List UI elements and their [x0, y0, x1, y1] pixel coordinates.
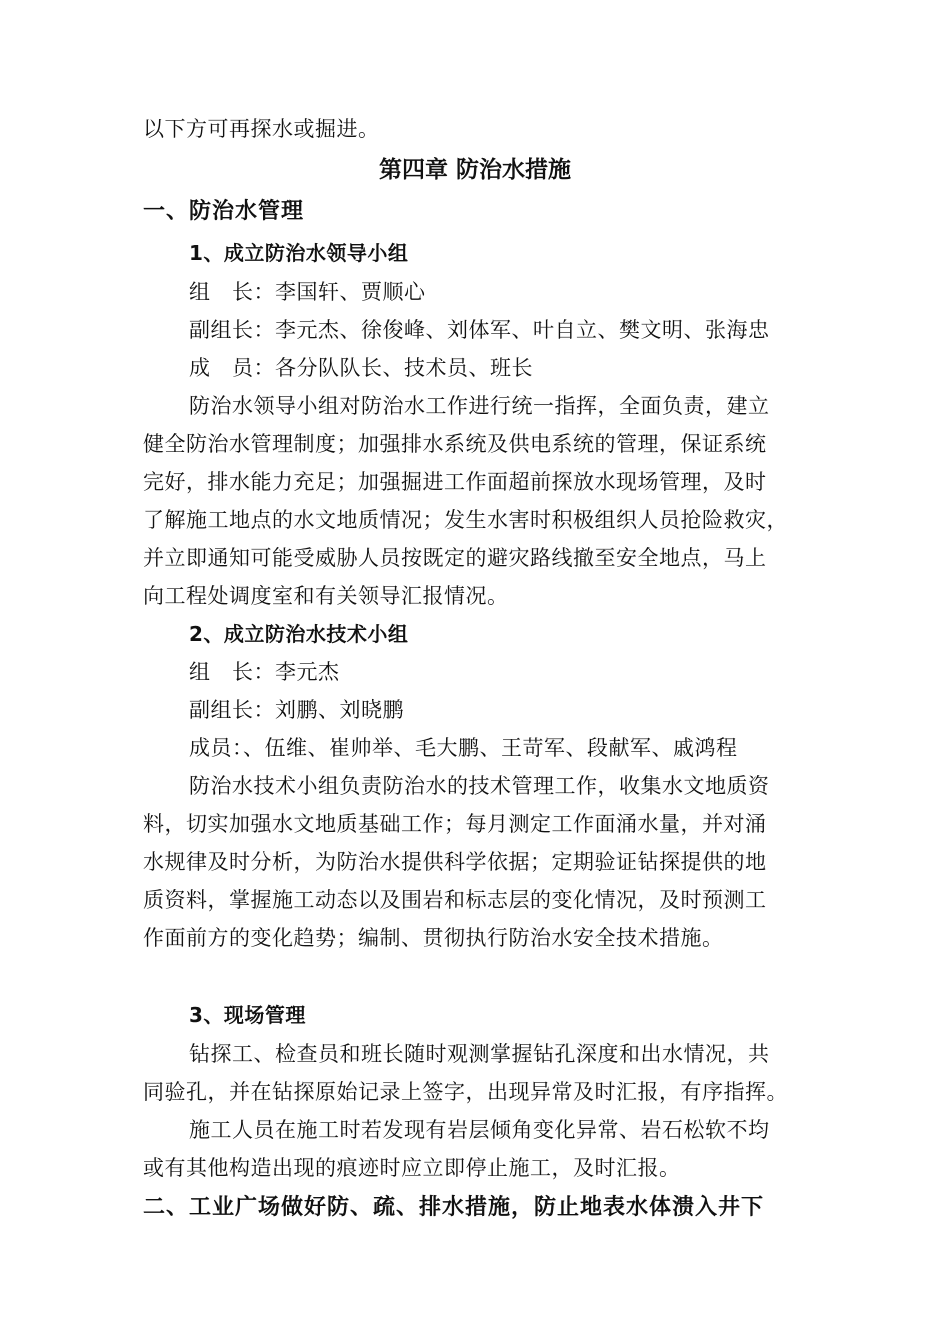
group-members: 成员：、伍维、崔帅举、毛大鹏、王苛军、段献军、戚鸿程	[189, 736, 738, 760]
paragraph-line: 质资料，掌握施工动态以及围岩和标志层的变化情况，及时预测工	[143, 888, 767, 912]
paragraph-line: 防治水领导小组对防治水工作进行统一指挥，全面负责，建立	[189, 394, 770, 418]
paragraph-line: 钻探工、检查员和班长随时观测掌握钻孔深度和出水情况，共	[189, 1042, 770, 1066]
group-members: 成 员：各分队队长、技术员、班长	[189, 356, 533, 380]
section-heading: 一、防治水管理	[143, 199, 305, 224]
subsection-heading: 3、现场管理	[189, 1003, 306, 1027]
paragraph-line: 防治水技术小组负责防治水的技术管理工作，收集水文地质资	[189, 774, 770, 798]
subsection-heading: 1、成立防治水领导小组	[189, 241, 409, 265]
paragraph-line: 或有其他构造出现的痕迹时应立即停止施工，及时汇报。	[143, 1156, 681, 1180]
group-leader: 组 长：李元杰	[189, 660, 340, 684]
group-deputy: 副组长：刘鹏、刘晓鹏	[189, 698, 404, 722]
paragraph-line: 同验孔，并在钻探原始记录上签字，出现异常及时汇报，有序指挥。	[143, 1080, 788, 1104]
subsection-heading: 2、成立防治水技术小组	[189, 622, 409, 646]
group-leader: 组 长：李国轩、贾顺心	[189, 280, 426, 304]
paragraph-line: 料，切实加强水文地质基础工作；每月测定工作面涌水量，并对涌	[143, 812, 767, 836]
paragraph-line: 健全防治水管理制度；加强排水系统及供电系统的管理，保证系统	[143, 432, 767, 456]
paragraph-line: 以下方可再探水或掘进。	[143, 117, 380, 141]
group-deputy: 副组长：李元杰、徐俊峰、刘体军、叶自立、樊文明、张海忠	[189, 318, 770, 342]
chapter-title: 第四章 防治水措施	[378, 157, 571, 183]
section-heading: 二、工业广场做好防、疏、排水措施，防止地表水体溃入井下	[143, 1195, 765, 1220]
paragraph-line: 了解施工地点的水文地质情况；发生水害时积极组织人员抢险救灾，	[143, 508, 788, 532]
paragraph-line: 并立即通知可能受威胁人员按既定的避灾路线撤至安全地点，马上	[143, 546, 767, 570]
paragraph-line: 向工程处调度室和有关领导汇报情况。	[143, 584, 509, 608]
paragraph-line: 施工人员在施工时若发现有岩层倾角变化异常、岩石松软不均	[189, 1118, 770, 1142]
paragraph-line: 水规律及时分析，为防治水提供科学依据；定期验证钻探提供的地	[143, 850, 767, 874]
paragraph-line: 完好，排水能力充足；加强掘进工作面超前探放水现场管理，及时	[143, 470, 767, 494]
paragraph-line: 作面前方的变化趋势；编制、贯彻执行防治水安全技术措施。	[143, 926, 724, 950]
